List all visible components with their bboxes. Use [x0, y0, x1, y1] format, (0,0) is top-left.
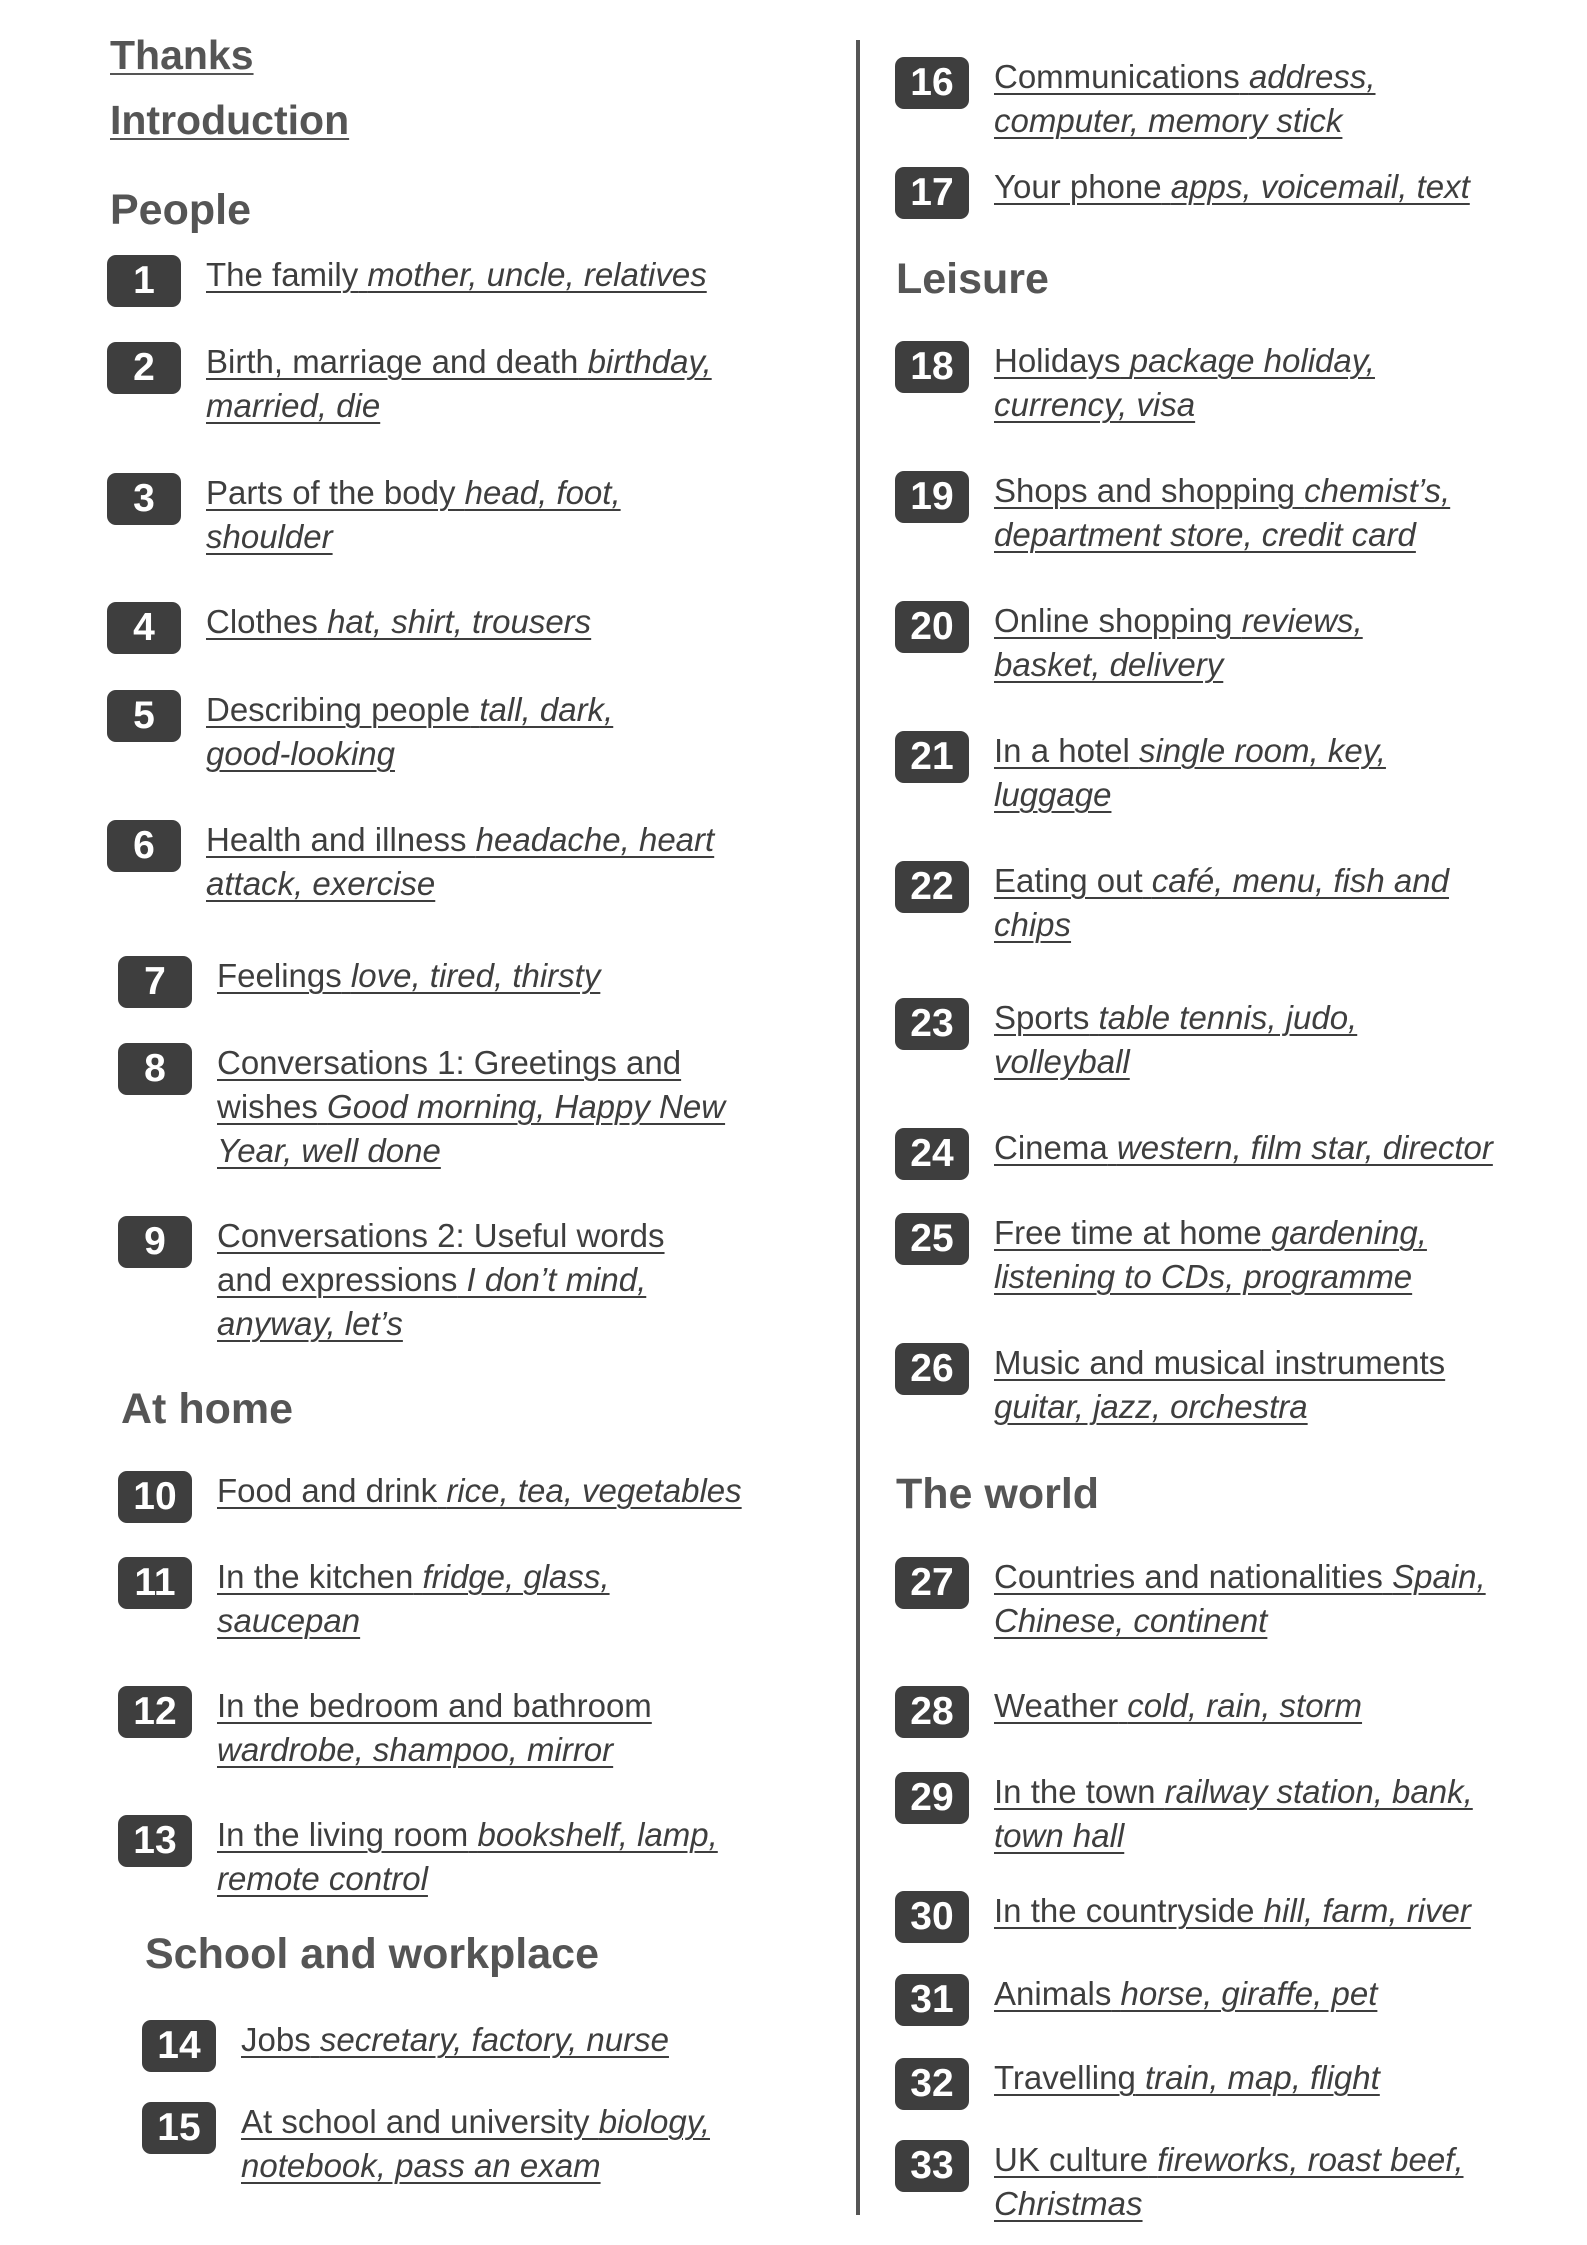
unit-number-badge: 27: [895, 1557, 969, 1609]
unit-link[interactable]: [994, 729, 1474, 817]
unit-keywords: package holiday, currency, visa: [994, 342, 1375, 423]
unit-title: Cinema: [994, 1129, 1108, 1166]
unit-keywords: biology, notebook, pass an exam: [241, 2103, 710, 2184]
unit-number-badge: 28: [895, 1686, 969, 1738]
unit-number-badge: 10: [118, 1471, 192, 1523]
unit-link[interactable]: [994, 2056, 1554, 2100]
unit-link[interactable]: [994, 2138, 1514, 2226]
unit-link[interactable]: [206, 471, 706, 559]
unit-title: Shops and shopping: [994, 472, 1295, 509]
unit-title: At school and university: [241, 2103, 590, 2140]
unit-link[interactable]: [994, 1972, 1554, 2016]
unit-keywords: hill, farm, river: [1263, 1892, 1471, 1929]
unit-title: Music and musical instruments: [994, 1344, 1446, 1381]
unit-link[interactable]: [217, 1214, 687, 1346]
unit-keywords: rice, tea, vegetables: [446, 1472, 742, 1509]
unit-title: Eating out: [994, 862, 1143, 899]
unit-link[interactable]: [241, 2100, 761, 2188]
unit-title: In the town: [994, 1773, 1156, 1810]
unit-link[interactable]: [994, 339, 1494, 427]
unit-keywords: table tennis, judo, volleyball: [994, 999, 1358, 1080]
unit-keywords: café, menu, fish and chips: [994, 862, 1449, 943]
unit-number-badge: 1: [107, 255, 181, 307]
unit-number-badge: 19: [895, 471, 969, 523]
unit-number-badge: 25: [895, 1213, 969, 1265]
unit-keywords: secretary, factory, nurse: [319, 2021, 669, 2058]
unit-keywords: bookshelf, lamp, remote control: [217, 1816, 718, 1897]
unit-title: Animals: [994, 1975, 1112, 2012]
introduction-link[interactable]: Introduction: [110, 97, 350, 143]
unit-title: Clothes: [206, 603, 318, 640]
unit-keywords: guitar, jazz, orchestra: [994, 1388, 1308, 1425]
unit-title: Jobs: [241, 2021, 311, 2058]
unit-number-badge: 30: [895, 1891, 969, 1943]
unit-link[interactable]: [206, 340, 766, 428]
unit-title: The family: [206, 256, 359, 293]
unit-keywords: fireworks, roast beef, Christmas: [994, 2141, 1464, 2222]
unit-link[interactable]: [217, 1041, 757, 1173]
unit-number-badge: 15: [142, 2102, 216, 2154]
unit-keywords: mother, uncle, relatives: [367, 256, 707, 293]
unit-keywords: address, computer, memory stick: [994, 58, 1376, 139]
unit-link[interactable]: [994, 165, 1554, 209]
unit-link[interactable]: [217, 1555, 667, 1643]
unit-keywords: chemist’s, department store, credit card: [994, 472, 1451, 553]
section-people: People: [110, 186, 251, 234]
unit-title: Birth, marriage and death: [206, 343, 579, 380]
unit-link[interactable]: [994, 1770, 1514, 1858]
unit-link[interactable]: [206, 688, 706, 776]
unit-link[interactable]: [994, 1341, 1514, 1429]
unit-title: In a hotel: [994, 732, 1130, 769]
unit-number-badge: 7: [118, 956, 192, 1008]
unit-number-badge: 32: [895, 2058, 969, 2110]
section-at-home: At home: [121, 1385, 293, 1433]
unit-title: In the living room: [217, 1816, 469, 1853]
unit-title: Weather: [994, 1687, 1119, 1724]
unit-number-badge: 22: [895, 861, 969, 913]
unit-title: Food and drink: [217, 1472, 438, 1509]
unit-keywords: apps, voicemail, text: [1170, 168, 1470, 205]
unit-title: Travelling: [994, 2059, 1136, 2096]
unit-keywords: birthday, married, die: [206, 343, 712, 424]
unit-number-badge: 21: [895, 731, 969, 783]
unit-link[interactable]: [994, 1126, 1554, 1170]
unit-keywords: cold, rain, storm: [1127, 1687, 1363, 1724]
unit-title: In the kitchen: [217, 1558, 414, 1595]
unit-link[interactable]: [206, 253, 766, 297]
unit-keywords: fridge, glass, saucepan: [217, 1558, 610, 1639]
unit-keywords: single room, key, luggage: [994, 732, 1386, 813]
unit-number-badge: 8: [118, 1043, 192, 1095]
unit-title: Countries and nationalities: [994, 1558, 1383, 1595]
unit-title: Communications: [994, 58, 1240, 95]
unit-keywords: western, film star, director: [1116, 1129, 1493, 1166]
unit-title: Sports: [994, 999, 1090, 1036]
unit-link[interactable]: [217, 954, 777, 998]
unit-title: Describing people: [206, 691, 471, 728]
unit-keywords: train, map, flight: [1145, 2059, 1380, 2096]
unit-number-badge: 4: [107, 602, 181, 654]
unit-number-badge: 11: [118, 1557, 192, 1609]
unit-title: In the countryside: [994, 1892, 1255, 1929]
unit-number-badge: 18: [895, 341, 969, 393]
unit-link[interactable]: [206, 600, 766, 644]
unit-title: Parts of the body: [206, 474, 456, 511]
unit-number-badge: 33: [895, 2140, 969, 2192]
unit-link[interactable]: [994, 1555, 1534, 1643]
unit-title: Online shopping: [994, 602, 1233, 639]
unit-number-badge: 5: [107, 690, 181, 742]
unit-keywords: horse, giraffe, pet: [1120, 1975, 1378, 2012]
unit-link[interactable]: [217, 1684, 757, 1772]
unit-keywords: I don’t mind, anyway, let’s: [217, 1261, 647, 1342]
unit-link[interactable]: [994, 469, 1534, 557]
unit-keywords: Spain, Chinese, continent: [994, 1558, 1486, 1639]
unit-keywords: hat, shirt, trousers: [327, 603, 592, 640]
section-school-workplace: School and workplace: [145, 1930, 599, 1978]
unit-number-badge: 20: [895, 601, 969, 653]
unit-title: Health and illness: [206, 821, 467, 858]
unit-number-badge: 16: [895, 57, 969, 109]
unit-link[interactable]: [217, 1813, 777, 1901]
unit-number-badge: 24: [895, 1128, 969, 1180]
unit-number-badge: 6: [107, 820, 181, 872]
unit-keywords: headache, heart attack, exercise: [206, 821, 715, 902]
unit-number-badge: 26: [895, 1343, 969, 1395]
unit-number-badge: 13: [118, 1815, 192, 1867]
unit-title: Holidays: [994, 342, 1121, 379]
unit-title: Conversations 2: Useful words and expressions: [217, 1217, 665, 1298]
unit-title: Free time at home: [994, 1214, 1262, 1251]
thanks-link[interactable]: Thanks: [110, 32, 254, 78]
unit-number-badge: 3: [107, 473, 181, 525]
unit-title: UK culture: [994, 2141, 1149, 2178]
unit-link[interactable]: [994, 1889, 1554, 1933]
unit-keywords: reviews, basket, delivery: [994, 602, 1363, 683]
unit-title: Your phone: [994, 168, 1162, 205]
unit-keywords: railway station, bank, town hall: [994, 1773, 1473, 1854]
unit-link[interactable]: [994, 1684, 1554, 1728]
unit-keywords: Good morning, Happy New Year, well done: [217, 1088, 726, 1169]
unit-link[interactable]: [206, 818, 766, 906]
unit-number-badge: 9: [118, 1216, 192, 1268]
column-divider: [856, 40, 860, 2215]
section-leisure: Leisure: [896, 255, 1049, 303]
unit-keywords: wardrobe, shampoo, mirror: [217, 1731, 614, 1768]
unit-number-badge: 12: [118, 1686, 192, 1738]
unit-number-badge: 17: [895, 167, 969, 219]
unit-link[interactable]: [994, 55, 1494, 143]
unit-link[interactable]: [994, 599, 1474, 687]
unit-keywords: love, tired, thirsty: [350, 957, 601, 994]
unit-link[interactable]: [241, 2018, 801, 2062]
unit-link[interactable]: [217, 1469, 817, 1513]
unit-number-badge: 2: [107, 342, 181, 394]
unit-number-badge: 23: [895, 998, 969, 1050]
unit-title: Feelings: [217, 957, 342, 994]
unit-title: Conversations 1: Greetings and wishes: [217, 1044, 682, 1125]
section-the-world: The world: [896, 1470, 1100, 1518]
unit-number-badge: 31: [895, 1974, 969, 2026]
unit-link[interactable]: [994, 996, 1474, 1084]
unit-keywords: head, foot, shoulder: [206, 474, 621, 555]
unit-keywords: tall, dark, good-looking: [206, 691, 614, 772]
unit-number-badge: 14: [142, 2020, 216, 2072]
unit-link[interactable]: [994, 1211, 1514, 1299]
unit-title: In the bedroom and bathroom: [217, 1687, 652, 1724]
unit-keywords: gardening, listening to CDs, programme: [994, 1214, 1427, 1295]
unit-number-badge: 29: [895, 1772, 969, 1824]
unit-link[interactable]: [994, 859, 1474, 947]
